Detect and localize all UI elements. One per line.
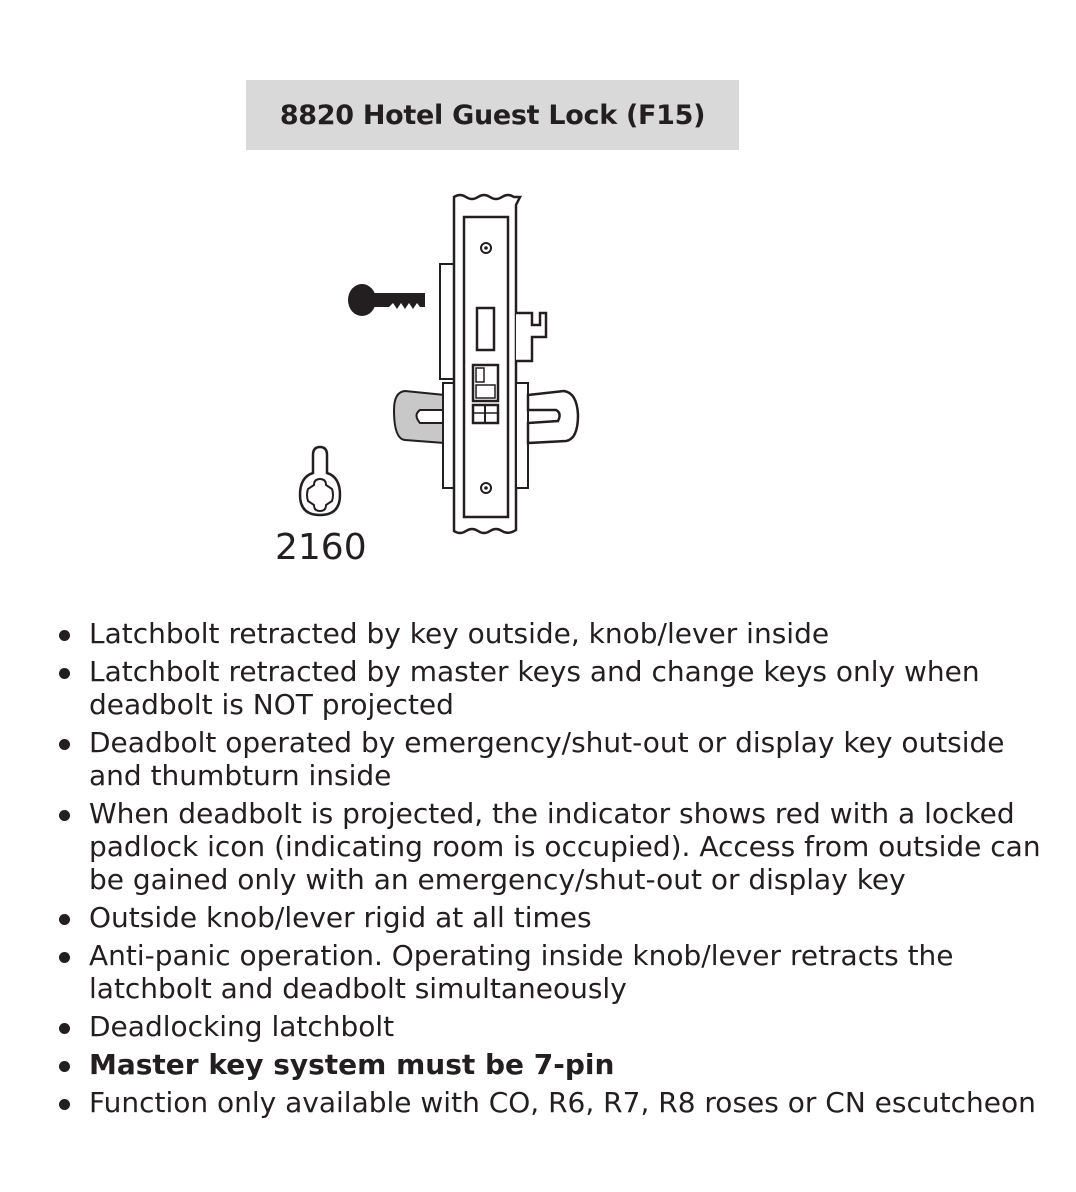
outside-lever <box>394 383 455 488</box>
feature-item: Outside knob/lever rigid at all times <box>58 901 1058 934</box>
inside-lever <box>516 383 578 488</box>
key-icon <box>348 284 425 316</box>
feature-item: Latchbolt retracted by master keys and change keys only when deadbolt is NOT projected <box>58 655 1058 721</box>
feature-item: Deadbolt operated by emergency/shut-out or display key outside and thumbturn inside <box>58 726 1058 792</box>
title-banner <box>246 80 739 150</box>
feature-item: When deadbolt is projected, the indicator shows red with a locked padlock icon (indicating room is occupied). Access from outside can be gained only with an emergency/shut-out or display key <box>58 797 1058 896</box>
feature-list <box>58 617 1058 1124</box>
feature-item: Anti-panic operation. Operating inside knob/lever retracts the latchbolt and deadbolt simultaneously <box>58 939 1058 1005</box>
feature-item: Latchbolt retracted by key outside, knob/lever inside <box>58 617 1058 650</box>
thumbturn <box>516 313 546 361</box>
lock-diagram <box>280 185 600 555</box>
feature-item: Deadlocking latchbolt <box>58 1010 1058 1043</box>
cylinder-number: 2160 <box>275 527 367 568</box>
page-title: 8820 Hotel Guest Lock (F15) <box>279 99 706 131</box>
feature-item: Function only available with CO, R6, R7, R8 roses or CN escutcheon <box>58 1086 1058 1119</box>
feature-item-bold: Master key system must be 7-pin <box>58 1048 1058 1081</box>
cylinder-keyway-icon <box>300 447 340 515</box>
mortise-lock-body <box>454 195 520 533</box>
